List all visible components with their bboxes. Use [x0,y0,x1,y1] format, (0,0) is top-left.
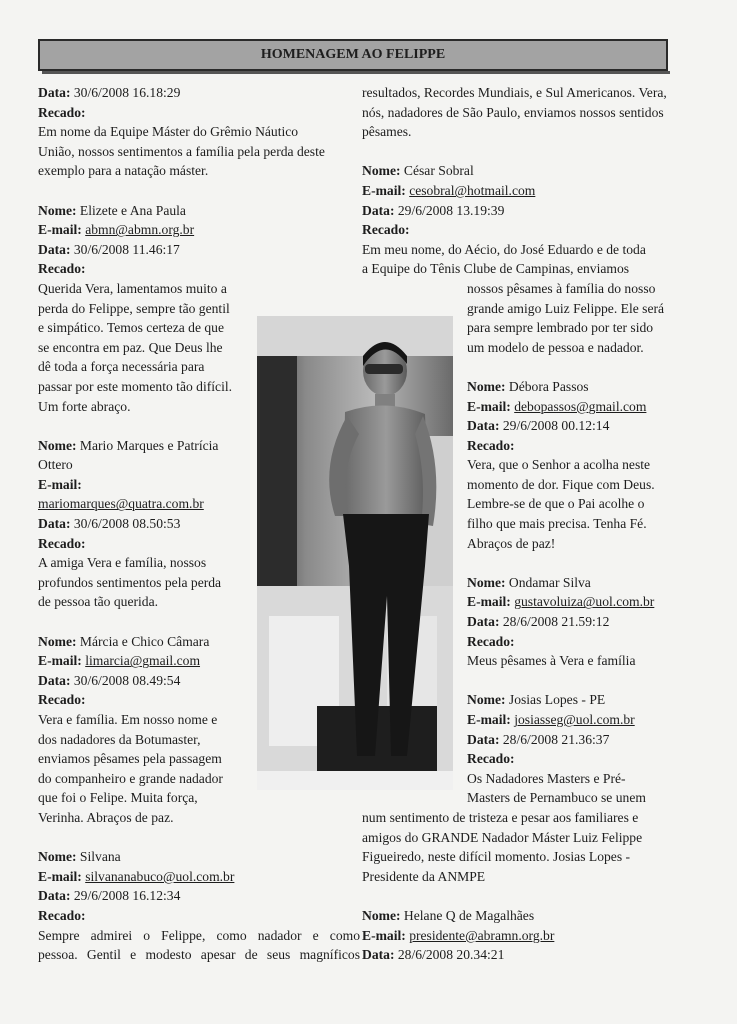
date-value: 29/6/2008 16.12:34 [73,888,181,904]
date-value: 30/6/2008 11.46:17 [73,241,180,257]
email-label: E-mail: [38,222,82,238]
name-label: Nome: [362,907,401,923]
date-label: Data: [38,672,71,688]
date-value: 28/6/2008 20.34:21 [397,947,505,963]
message-line: para sempre lembrado por ter sido [467,320,654,336]
message-entry [362,906,682,965]
message-line: enviamos pêsames pela passagem [38,751,222,767]
message-entry [38,847,360,965]
email-link[interactable]: abmn@abmn.org.br [85,222,195,238]
message-label: Recado: [467,437,515,453]
email-label: E-mail: [467,594,511,610]
message-line: filho que mais precisa. Tenha Fé. [467,516,647,532]
email-link[interactable]: presidente@abramn.org.br [409,927,555,943]
name-value: Márcia e Chico Câmara [79,633,210,649]
name-label: Nome: [38,633,77,649]
date-label: Data: [38,888,71,904]
name-value: César Sobral [403,163,474,179]
date-label: Data: [467,614,500,630]
message-line: Vera, que o Senhor a acolha neste [467,457,651,473]
message-line: Sempre admirei o Felippe, como nadador e como [38,927,360,943]
email-link[interactable]: gustavoluiza@uol.com.br [514,594,655,610]
message-line: se encontra em paz. Que Deus lhe [38,339,223,355]
swimmer-photo [257,316,453,790]
banner-shadow [42,71,670,74]
message-line: passar por este momento tão difícil. [38,378,233,394]
message-line: Presidente da ANMPE [362,868,486,884]
message-line: Os Nadadores Masters e Pré- [467,770,626,786]
date-value: 30/6/2008 08.50:53 [73,516,181,532]
message-line: nossos pêsames à família do nosso [467,280,656,296]
message-line: Lembre-se de que o Pai acolhe o [467,496,645,512]
name-label: Nome: [467,378,506,394]
message-line: exemplo para a natação máster. [38,163,209,179]
swimmer-photo-image [257,316,453,790]
message-line: Meus pêsames à Vera e família [467,653,636,669]
message-line: Querida Vera, lamentamos muito a [38,280,227,296]
date-value: 30/6/2008 08.49:54 [73,672,181,688]
message-line: Vera e família. Em nosso nome e [38,712,218,727]
message-line: grande amigo Luiz Felippe. Ele será [467,300,665,316]
message-line: de pessoa tão querida. [38,594,159,610]
message-line: Em nome da Equipe Máster do Grêmio Náutico [38,124,299,140]
message-label: Recado: [38,104,86,120]
name-value-continued: Ottero [38,457,73,473]
message-line: a Equipe do Tênis Clube de Campinas, enviamos [362,261,630,277]
name-label: Nome: [38,202,77,218]
message-line: União, nossos sentimentos a família pela perda deste [38,143,325,159]
date-value: 28/6/2008 21.59:12 [502,614,610,630]
message-line: Abraços de paz! [467,535,556,551]
message-line: profundos sentimentos pela perda [38,574,222,590]
email-link[interactable]: josiasseg@uol.com.br [514,712,635,727]
message-label: Recado: [38,692,86,708]
message-line: pessoa. Gentil e modesto apesar de seus magníficos [38,947,360,963]
date-value: 30/6/2008 16.18:29 [73,85,181,100]
name-value: Josias Lopes - PE [508,692,606,708]
message-line: Verinha. Abraços de paz. [38,809,174,825]
email-link[interactable]: debopassos@gmail.com [514,398,647,414]
message-line: Um forte abraço. [38,398,131,414]
name-label: Nome: [362,163,401,179]
message-line: amigos do GRANDE Nadador Máster Luiz Felippe [362,829,643,845]
name-label: Nome: [467,574,506,590]
message-line: que foi o Felipe. Muita força, [38,790,198,806]
email-label: E-mail: [362,927,406,943]
message-label: Recado: [362,222,410,238]
date-label: Data: [362,947,395,963]
email-link[interactable]: silvananabuco@uol.com.br [85,868,235,884]
date-label: Data: [467,731,500,747]
date-label: Data: [38,85,71,100]
date-label: Data: [362,202,395,218]
message-entry-continued [362,83,682,142]
date-label: Data: [38,516,71,532]
email-label: E-mail: [38,653,82,669]
name-value: Débora Passos [508,378,589,394]
name-value: Helane Q de Magalhães [403,907,535,923]
message-line: Figueiredo, neste difícil momento. Josias Lopes - [362,849,631,865]
email-label: E-mail: [362,182,406,198]
email-label: E-mail: [467,712,511,727]
message-line: nós, nadadores de São Paulo, enviamos nossos sentidos [362,104,664,120]
date-value: 28/6/2008 21.36:37 [502,731,610,747]
message-line: um modelo de pessoa e nadador. [467,339,644,355]
message-line: dê toda a força necessária para [38,359,205,375]
email-link[interactable]: mariomarques@quatra.com.br [38,496,204,512]
date-label: Data: [38,241,71,257]
email-link[interactable]: cesobral@hotmail.com [409,182,536,198]
email-label: E-mail: [467,398,511,414]
message-line: momento de dor. Fique com Deus. [467,476,655,492]
message-label: Recado: [467,751,515,767]
name-value: Ondamar Silva [508,574,591,590]
email-link[interactable]: limarcia@gmail.com [85,653,201,669]
email-label: E-mail: [38,476,82,492]
message-line: num sentimento de tristeza e pesar aos familiares e [362,809,639,825]
message-line: dos nadadores da Botumaster, [38,731,201,747]
message-line: Masters de Pernambuco se unem [467,790,646,806]
message-line: perda do Felippe, sempre tão gentil [38,300,230,316]
date-value: 29/6/2008 00.12:14 [502,418,610,434]
name-value: Mario Marques e Patrícia [79,437,219,453]
date-value: 29/6/2008 13.19:39 [397,202,505,218]
message-line: e simpático. Temos certeza de que [38,320,225,336]
date-label: Data: [467,418,500,434]
name-value: Elizete e Ana Paula [79,202,186,218]
message-label: Recado: [38,261,86,277]
page-banner: HOMENAGEM AO FELIPPE [38,39,668,71]
name-label: Nome: [38,437,77,453]
message-line: do companheiro e grande nadador [38,770,223,786]
message-label: Recado: [467,633,515,649]
message-label: Recado: [38,907,86,923]
email-label: E-mail: [38,868,82,884]
name-value: Silvana [79,849,121,865]
message-line: pêsames. [362,124,412,140]
message-line: resultados, Recordes Mundiais, e Sul Americanos. Vera, [362,85,667,100]
message-line: Em meu nome, do Aécio, do José Eduardo e de toda [362,241,646,257]
name-label: Nome: [38,849,77,865]
message-label: Recado: [38,535,86,551]
message-line: A amiga Vera e família, nossos [38,555,207,571]
name-label: Nome: [467,692,506,708]
message-entry [38,83,360,181]
